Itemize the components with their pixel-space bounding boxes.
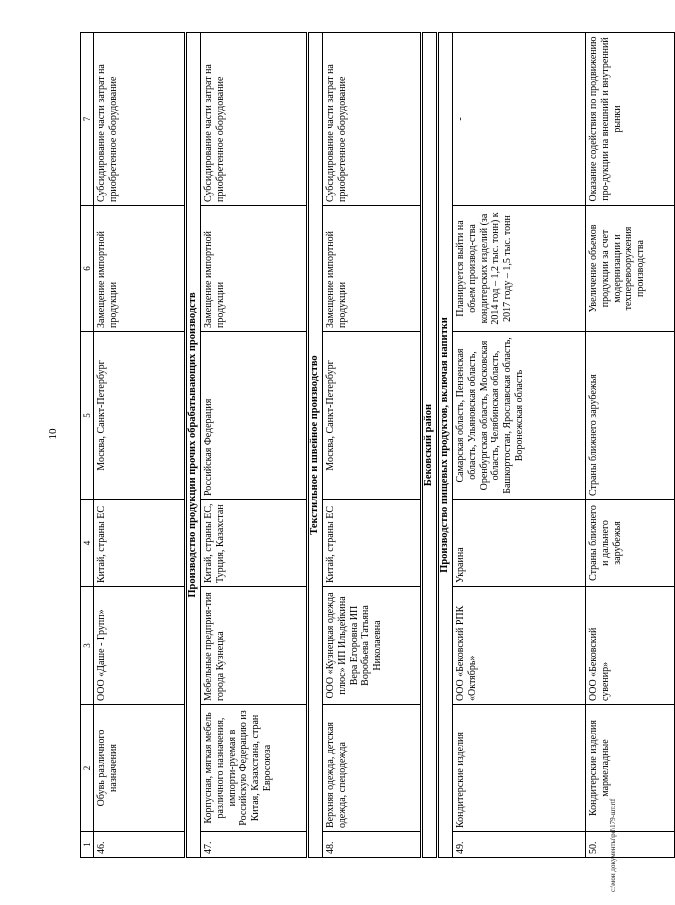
producer-cell: ООО «Кузнецкая одежда плюс» ИП Ильдейкина Вера Егоровна ИП Воробьева Татьяна Николаевна xyxy=(323,587,422,705)
support-cell: Субсидирование части затрат на приобретенное оборудование xyxy=(323,33,422,206)
product-cell: Кондитерские изделия мармеладные xyxy=(586,705,675,832)
producer-cell: ООО «Бековский сувенир» xyxy=(586,587,675,705)
table-row xyxy=(453,33,586,858)
import-countries-cell: Украина xyxy=(453,500,586,587)
producer-cell: Мебельные предприя-тия города Кузнецка xyxy=(201,587,308,705)
column-number: 5 xyxy=(81,332,94,500)
regions-cell: Российская Федерация xyxy=(201,332,308,500)
section-title: Производство пищевых продуктов, включая напитки xyxy=(438,33,453,858)
import-countries-cell: Китай, страны ЕС xyxy=(94,500,186,587)
section-title: Бековский район xyxy=(422,33,438,858)
support-cell: Субсидирование части затрат на приобретенное оборудование xyxy=(201,33,308,206)
row-number: 46. xyxy=(94,832,186,858)
row-number: 50. xyxy=(586,832,675,858)
column-number: 6 xyxy=(81,206,94,332)
file-path-footer: c:\мои документы\pd\179-шт.rtf xyxy=(609,798,617,892)
support-cell: - xyxy=(453,33,586,206)
section-header-row xyxy=(438,33,453,858)
producer-cell: ООО «Бековский РПК «Октябрь» xyxy=(453,587,586,705)
result-cell: Замещение импортной продукции xyxy=(201,206,308,332)
product-cell: Корпусная, мягкая мебель различного назначения, импорти-руемая в Российскую Федерацию из Китая, Казахстана, стран Евросоюза xyxy=(201,705,308,832)
result-cell: Планируется выйти на объем производ-ства кондитерских изделий (за 2014 год – 1,2 тыс. тонн) к 2017 году – 1,5 тыс. тонн xyxy=(453,206,586,332)
column-number: 7 xyxy=(81,33,94,206)
section-header-row xyxy=(308,33,323,858)
regions-cell: Страны ближнего зарубежья xyxy=(586,332,675,500)
table-row xyxy=(586,33,675,858)
column-number: 4 xyxy=(81,500,94,587)
row-number: 47. xyxy=(201,832,308,858)
import-substitution-table xyxy=(80,32,675,858)
product-cell: Кондитерские изделия xyxy=(453,705,586,832)
section-header-row xyxy=(186,33,201,858)
import-countries-cell: Китай, страны ЕС, Турция, Казахстан xyxy=(201,500,308,587)
product-cell: Обувь различного назначения xyxy=(94,705,186,832)
support-cell: Субсидирование части затрат на приобретенное оборудование xyxy=(94,33,186,206)
import-countries-cell: Китай, страны ЕС xyxy=(323,500,422,587)
section-header-row xyxy=(422,33,438,858)
table-row xyxy=(94,33,186,858)
section-title: Текстильное и швейное производство xyxy=(308,33,323,858)
row-number: 48. xyxy=(323,832,422,858)
regions-cell: Самарская область, Пензенская область, Ульяновская область, Оренбургская область, Московская область, Челябинская область, Башкортостан, Ярославская область, Воронежская область xyxy=(453,332,586,500)
page-number: 10 xyxy=(47,428,59,440)
column-number-row xyxy=(81,33,94,858)
regions-cell: Москва, Санкт-Петербург xyxy=(323,332,422,500)
support-cell: Оказание содействия по продвижению про-дукции на внешний и внутренний рынки xyxy=(586,33,675,206)
row-number: 49. xyxy=(453,832,586,858)
result-cell: Замещение импортной продукции xyxy=(94,206,186,332)
producer-cell: ООО «Даше - Групп» xyxy=(94,587,186,705)
column-number: 2 xyxy=(81,705,94,832)
column-number: 3 xyxy=(81,587,94,705)
table-row xyxy=(323,33,422,858)
section-title: Производство продукции прочих обрабатывающих производств xyxy=(186,33,201,858)
result-cell: Увеличение объемов продукции за счет модернизации и техперевооружения производства xyxy=(586,206,675,332)
table-row xyxy=(201,33,308,858)
regions-cell: Москва, Санкт-Петербург xyxy=(94,332,186,500)
result-cell: Замещение импортной продукции xyxy=(323,206,422,332)
product-cell: Верхняя одежда, детская одежда, спецодежда xyxy=(323,705,422,832)
import-countries-cell: Страны ближнего и дальнего зарубежья xyxy=(586,500,675,587)
column-number: 1 xyxy=(81,832,94,858)
